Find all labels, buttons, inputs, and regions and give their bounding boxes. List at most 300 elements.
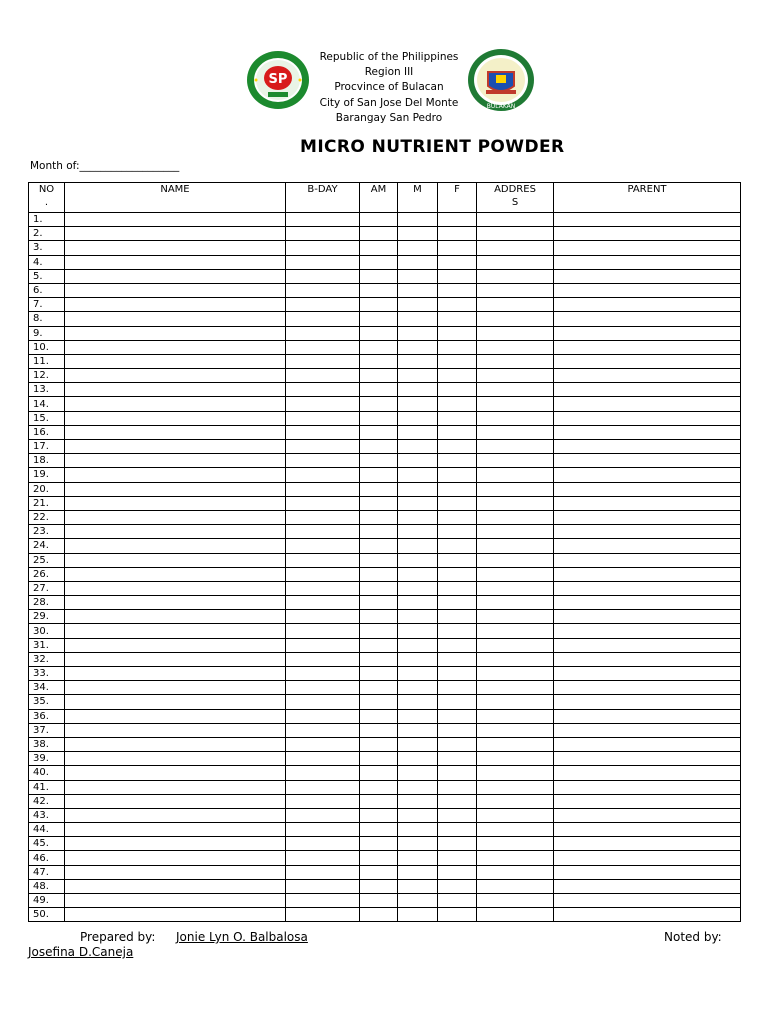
- m-cell[interactable]: [398, 482, 438, 496]
- parent-cell[interactable]: [554, 283, 741, 297]
- name-cell[interactable]: [65, 894, 286, 908]
- am-cell[interactable]: [360, 709, 398, 723]
- parent-cell[interactable]: [554, 468, 741, 482]
- parent-cell[interactable]: [554, 865, 741, 879]
- f-cell[interactable]: [438, 340, 477, 354]
- am-cell[interactable]: [360, 879, 398, 893]
- am-cell[interactable]: [360, 354, 398, 368]
- m-cell[interactable]: [398, 312, 438, 326]
- address-cell[interactable]: [477, 638, 554, 652]
- parent-cell[interactable]: [554, 227, 741, 241]
- parent-cell[interactable]: [554, 411, 741, 425]
- f-cell[interactable]: [438, 752, 477, 766]
- name-cell[interactable]: [65, 766, 286, 780]
- bday-cell[interactable]: [286, 283, 360, 297]
- bday-cell[interactable]: [286, 610, 360, 624]
- parent-cell[interactable]: [554, 510, 741, 524]
- address-cell[interactable]: [477, 865, 554, 879]
- month-field[interactable]: Month of:___________________: [30, 160, 180, 172]
- f-cell[interactable]: [438, 596, 477, 610]
- am-cell[interactable]: [360, 865, 398, 879]
- name-cell[interactable]: [65, 496, 286, 510]
- am-cell[interactable]: [360, 610, 398, 624]
- f-cell[interactable]: [438, 553, 477, 567]
- f-cell[interactable]: [438, 894, 477, 908]
- name-cell[interactable]: [65, 227, 286, 241]
- f-cell[interactable]: [438, 326, 477, 340]
- m-cell[interactable]: [398, 397, 438, 411]
- parent-cell[interactable]: [554, 695, 741, 709]
- parent-cell[interactable]: [554, 213, 741, 227]
- m-cell[interactable]: [398, 468, 438, 482]
- parent-cell[interactable]: [554, 596, 741, 610]
- m-cell[interactable]: [398, 340, 438, 354]
- parent-cell[interactable]: [554, 652, 741, 666]
- bday-cell[interactable]: [286, 596, 360, 610]
- am-cell[interactable]: [360, 723, 398, 737]
- address-cell[interactable]: [477, 581, 554, 595]
- name-cell[interactable]: [65, 567, 286, 581]
- name-cell[interactable]: [65, 298, 286, 312]
- am-cell[interactable]: [360, 837, 398, 851]
- f-cell[interactable]: [438, 227, 477, 241]
- parent-cell[interactable]: [554, 879, 741, 893]
- parent-cell[interactable]: [554, 255, 741, 269]
- bday-cell[interactable]: [286, 865, 360, 879]
- m-cell[interactable]: [398, 823, 438, 837]
- m-cell[interactable]: [398, 369, 438, 383]
- am-cell[interactable]: [360, 624, 398, 638]
- am-cell[interactable]: [360, 227, 398, 241]
- f-cell[interactable]: [438, 397, 477, 411]
- f-cell[interactable]: [438, 539, 477, 553]
- name-cell[interactable]: [65, 737, 286, 751]
- name-cell[interactable]: [65, 681, 286, 695]
- address-cell[interactable]: [477, 539, 554, 553]
- am-cell[interactable]: [360, 241, 398, 255]
- f-cell[interactable]: [438, 681, 477, 695]
- address-cell[interactable]: [477, 340, 554, 354]
- name-cell[interactable]: [65, 411, 286, 425]
- address-cell[interactable]: [477, 823, 554, 837]
- name-cell[interactable]: [65, 695, 286, 709]
- address-cell[interactable]: [477, 695, 554, 709]
- bday-cell[interactable]: [286, 255, 360, 269]
- m-cell[interactable]: [398, 283, 438, 297]
- name-cell[interactable]: [65, 397, 286, 411]
- f-cell[interactable]: [438, 667, 477, 681]
- f-cell[interactable]: [438, 425, 477, 439]
- bday-cell[interactable]: [286, 312, 360, 326]
- m-cell[interactable]: [398, 496, 438, 510]
- address-cell[interactable]: [477, 241, 554, 255]
- name-cell[interactable]: [65, 837, 286, 851]
- address-cell[interactable]: [477, 496, 554, 510]
- bday-cell[interactable]: [286, 397, 360, 411]
- f-cell[interactable]: [438, 213, 477, 227]
- parent-cell[interactable]: [554, 794, 741, 808]
- am-cell[interactable]: [360, 340, 398, 354]
- bday-cell[interactable]: [286, 510, 360, 524]
- address-cell[interactable]: [477, 723, 554, 737]
- m-cell[interactable]: [398, 383, 438, 397]
- m-cell[interactable]: [398, 808, 438, 822]
- parent-cell[interactable]: [554, 823, 741, 837]
- bday-cell[interactable]: [286, 383, 360, 397]
- am-cell[interactable]: [360, 496, 398, 510]
- parent-cell[interactable]: [554, 808, 741, 822]
- am-cell[interactable]: [360, 482, 398, 496]
- am-cell[interactable]: [360, 383, 398, 397]
- bday-cell[interactable]: [286, 227, 360, 241]
- f-cell[interactable]: [438, 723, 477, 737]
- am-cell[interactable]: [360, 823, 398, 837]
- name-cell[interactable]: [65, 879, 286, 893]
- parent-cell[interactable]: [554, 269, 741, 283]
- f-cell[interactable]: [438, 525, 477, 539]
- address-cell[interactable]: [477, 397, 554, 411]
- am-cell[interactable]: [360, 312, 398, 326]
- address-cell[interactable]: [477, 383, 554, 397]
- parent-cell[interactable]: [554, 425, 741, 439]
- bday-cell[interactable]: [286, 454, 360, 468]
- f-cell[interactable]: [438, 269, 477, 283]
- m-cell[interactable]: [398, 581, 438, 595]
- parent-cell[interactable]: [554, 454, 741, 468]
- name-cell[interactable]: [65, 851, 286, 865]
- bday-cell[interactable]: [286, 681, 360, 695]
- address-cell[interactable]: [477, 709, 554, 723]
- am-cell[interactable]: [360, 326, 398, 340]
- f-cell[interactable]: [438, 709, 477, 723]
- address-cell[interactable]: [477, 667, 554, 681]
- name-cell[interactable]: [65, 425, 286, 439]
- bday-cell[interactable]: [286, 298, 360, 312]
- bday-cell[interactable]: [286, 581, 360, 595]
- bday-cell[interactable]: [286, 652, 360, 666]
- name-cell[interactable]: [65, 723, 286, 737]
- m-cell[interactable]: [398, 213, 438, 227]
- am-cell[interactable]: [360, 638, 398, 652]
- m-cell[interactable]: [398, 794, 438, 808]
- f-cell[interactable]: [438, 369, 477, 383]
- parent-cell[interactable]: [554, 326, 741, 340]
- address-cell[interactable]: [477, 752, 554, 766]
- m-cell[interactable]: [398, 567, 438, 581]
- name-cell[interactable]: [65, 709, 286, 723]
- name-cell[interactable]: [65, 553, 286, 567]
- bday-cell[interactable]: [286, 808, 360, 822]
- parent-cell[interactable]: [554, 354, 741, 368]
- parent-cell[interactable]: [554, 581, 741, 595]
- m-cell[interactable]: [398, 227, 438, 241]
- m-cell[interactable]: [398, 908, 438, 922]
- am-cell[interactable]: [360, 737, 398, 751]
- name-cell[interactable]: [65, 624, 286, 638]
- parent-cell[interactable]: [554, 737, 741, 751]
- m-cell[interactable]: [398, 865, 438, 879]
- address-cell[interactable]: [477, 908, 554, 922]
- parent-cell[interactable]: [554, 723, 741, 737]
- parent-cell[interactable]: [554, 638, 741, 652]
- m-cell[interactable]: [398, 454, 438, 468]
- address-cell[interactable]: [477, 837, 554, 851]
- bday-cell[interactable]: [286, 525, 360, 539]
- bday-cell[interactable]: [286, 326, 360, 340]
- address-cell[interactable]: [477, 624, 554, 638]
- m-cell[interactable]: [398, 241, 438, 255]
- name-cell[interactable]: [65, 255, 286, 269]
- parent-cell[interactable]: [554, 383, 741, 397]
- name-cell[interactable]: [65, 482, 286, 496]
- address-cell[interactable]: [477, 468, 554, 482]
- m-cell[interactable]: [398, 624, 438, 638]
- f-cell[interactable]: [438, 383, 477, 397]
- bday-cell[interactable]: [286, 723, 360, 737]
- address-cell[interactable]: [477, 510, 554, 524]
- m-cell[interactable]: [398, 354, 438, 368]
- name-cell[interactable]: [65, 823, 286, 837]
- bday-cell[interactable]: [286, 624, 360, 638]
- am-cell[interactable]: [360, 695, 398, 709]
- address-cell[interactable]: [477, 780, 554, 794]
- f-cell[interactable]: [438, 908, 477, 922]
- m-cell[interactable]: [398, 837, 438, 851]
- parent-cell[interactable]: [554, 496, 741, 510]
- address-cell[interactable]: [477, 213, 554, 227]
- parent-cell[interactable]: [554, 553, 741, 567]
- bday-cell[interactable]: [286, 823, 360, 837]
- f-cell[interactable]: [438, 581, 477, 595]
- parent-cell[interactable]: [554, 369, 741, 383]
- address-cell[interactable]: [477, 312, 554, 326]
- address-cell[interactable]: [477, 255, 554, 269]
- name-cell[interactable]: [65, 780, 286, 794]
- name-cell[interactable]: [65, 440, 286, 454]
- am-cell[interactable]: [360, 667, 398, 681]
- f-cell[interactable]: [438, 610, 477, 624]
- m-cell[interactable]: [398, 596, 438, 610]
- parent-cell[interactable]: [554, 624, 741, 638]
- am-cell[interactable]: [360, 425, 398, 439]
- bday-cell[interactable]: [286, 695, 360, 709]
- f-cell[interactable]: [438, 298, 477, 312]
- address-cell[interactable]: [477, 681, 554, 695]
- f-cell[interactable]: [438, 794, 477, 808]
- f-cell[interactable]: [438, 255, 477, 269]
- m-cell[interactable]: [398, 879, 438, 893]
- parent-cell[interactable]: [554, 567, 741, 581]
- am-cell[interactable]: [360, 894, 398, 908]
- name-cell[interactable]: [65, 241, 286, 255]
- address-cell[interactable]: [477, 596, 554, 610]
- m-cell[interactable]: [398, 894, 438, 908]
- f-cell[interactable]: [438, 766, 477, 780]
- am-cell[interactable]: [360, 255, 398, 269]
- am-cell[interactable]: [360, 752, 398, 766]
- m-cell[interactable]: [398, 695, 438, 709]
- f-cell[interactable]: [438, 454, 477, 468]
- am-cell[interactable]: [360, 652, 398, 666]
- m-cell[interactable]: [398, 298, 438, 312]
- f-cell[interactable]: [438, 496, 477, 510]
- f-cell[interactable]: [438, 652, 477, 666]
- name-cell[interactable]: [65, 794, 286, 808]
- m-cell[interactable]: [398, 851, 438, 865]
- am-cell[interactable]: [360, 213, 398, 227]
- name-cell[interactable]: [65, 354, 286, 368]
- am-cell[interactable]: [360, 468, 398, 482]
- am-cell[interactable]: [360, 780, 398, 794]
- f-cell[interactable]: [438, 851, 477, 865]
- m-cell[interactable]: [398, 553, 438, 567]
- m-cell[interactable]: [398, 425, 438, 439]
- am-cell[interactable]: [360, 908, 398, 922]
- am-cell[interactable]: [360, 454, 398, 468]
- f-cell[interactable]: [438, 440, 477, 454]
- bday-cell[interactable]: [286, 766, 360, 780]
- name-cell[interactable]: [65, 596, 286, 610]
- f-cell[interactable]: [438, 808, 477, 822]
- name-cell[interactable]: [65, 525, 286, 539]
- parent-cell[interactable]: [554, 241, 741, 255]
- am-cell[interactable]: [360, 440, 398, 454]
- bday-cell[interactable]: [286, 411, 360, 425]
- f-cell[interactable]: [438, 567, 477, 581]
- address-cell[interactable]: [477, 879, 554, 893]
- parent-cell[interactable]: [554, 397, 741, 411]
- name-cell[interactable]: [65, 269, 286, 283]
- bday-cell[interactable]: [286, 496, 360, 510]
- parent-cell[interactable]: [554, 539, 741, 553]
- bday-cell[interactable]: [286, 340, 360, 354]
- address-cell[interactable]: [477, 652, 554, 666]
- name-cell[interactable]: [65, 468, 286, 482]
- name-cell[interactable]: [65, 213, 286, 227]
- f-cell[interactable]: [438, 354, 477, 368]
- bday-cell[interactable]: [286, 567, 360, 581]
- am-cell[interactable]: [360, 567, 398, 581]
- m-cell[interactable]: [398, 610, 438, 624]
- parent-cell[interactable]: [554, 440, 741, 454]
- f-cell[interactable]: [438, 823, 477, 837]
- parent-cell[interactable]: [554, 298, 741, 312]
- m-cell[interactable]: [398, 652, 438, 666]
- bday-cell[interactable]: [286, 737, 360, 751]
- bday-cell[interactable]: [286, 908, 360, 922]
- name-cell[interactable]: [65, 454, 286, 468]
- address-cell[interactable]: [477, 283, 554, 297]
- parent-cell[interactable]: [554, 780, 741, 794]
- bday-cell[interactable]: [286, 851, 360, 865]
- am-cell[interactable]: [360, 596, 398, 610]
- m-cell[interactable]: [398, 638, 438, 652]
- m-cell[interactable]: [398, 681, 438, 695]
- f-cell[interactable]: [438, 638, 477, 652]
- am-cell[interactable]: [360, 794, 398, 808]
- f-cell[interactable]: [438, 695, 477, 709]
- m-cell[interactable]: [398, 737, 438, 751]
- parent-cell[interactable]: [554, 525, 741, 539]
- am-cell[interactable]: [360, 283, 398, 297]
- bday-cell[interactable]: [286, 667, 360, 681]
- bday-cell[interactable]: [286, 269, 360, 283]
- am-cell[interactable]: [360, 298, 398, 312]
- bday-cell[interactable]: [286, 241, 360, 255]
- address-cell[interactable]: [477, 525, 554, 539]
- f-cell[interactable]: [438, 865, 477, 879]
- address-cell[interactable]: [477, 227, 554, 241]
- address-cell[interactable]: [477, 808, 554, 822]
- name-cell[interactable]: [65, 610, 286, 624]
- am-cell[interactable]: [360, 397, 398, 411]
- name-cell[interactable]: [65, 283, 286, 297]
- name-cell[interactable]: [65, 581, 286, 595]
- address-cell[interactable]: [477, 766, 554, 780]
- m-cell[interactable]: [398, 269, 438, 283]
- f-cell[interactable]: [438, 241, 477, 255]
- m-cell[interactable]: [398, 667, 438, 681]
- name-cell[interactable]: [65, 326, 286, 340]
- am-cell[interactable]: [360, 269, 398, 283]
- parent-cell[interactable]: [554, 312, 741, 326]
- bday-cell[interactable]: [286, 879, 360, 893]
- f-cell[interactable]: [438, 482, 477, 496]
- parent-cell[interactable]: [554, 837, 741, 851]
- parent-cell[interactable]: [554, 482, 741, 496]
- address-cell[interactable]: [477, 440, 554, 454]
- f-cell[interactable]: [438, 283, 477, 297]
- f-cell[interactable]: [438, 837, 477, 851]
- am-cell[interactable]: [360, 369, 398, 383]
- name-cell[interactable]: [65, 808, 286, 822]
- address-cell[interactable]: [477, 298, 554, 312]
- am-cell[interactable]: [360, 525, 398, 539]
- address-cell[interactable]: [477, 794, 554, 808]
- name-cell[interactable]: [65, 340, 286, 354]
- parent-cell[interactable]: [554, 681, 741, 695]
- am-cell[interactable]: [360, 851, 398, 865]
- am-cell[interactable]: [360, 681, 398, 695]
- name-cell[interactable]: [65, 908, 286, 922]
- m-cell[interactable]: [398, 752, 438, 766]
- m-cell[interactable]: [398, 723, 438, 737]
- am-cell[interactable]: [360, 510, 398, 524]
- f-cell[interactable]: [438, 624, 477, 638]
- m-cell[interactable]: [398, 411, 438, 425]
- name-cell[interactable]: [65, 667, 286, 681]
- parent-cell[interactable]: [554, 709, 741, 723]
- address-cell[interactable]: [477, 369, 554, 383]
- bday-cell[interactable]: [286, 752, 360, 766]
- am-cell[interactable]: [360, 766, 398, 780]
- name-cell[interactable]: [65, 312, 286, 326]
- am-cell[interactable]: [360, 581, 398, 595]
- bday-cell[interactable]: [286, 638, 360, 652]
- parent-cell[interactable]: [554, 667, 741, 681]
- bday-cell[interactable]: [286, 425, 360, 439]
- bday-cell[interactable]: [286, 213, 360, 227]
- bday-cell[interactable]: [286, 794, 360, 808]
- bday-cell[interactable]: [286, 354, 360, 368]
- address-cell[interactable]: [477, 737, 554, 751]
- parent-cell[interactable]: [554, 752, 741, 766]
- f-cell[interactable]: [438, 879, 477, 893]
- m-cell[interactable]: [398, 766, 438, 780]
- bday-cell[interactable]: [286, 894, 360, 908]
- bday-cell[interactable]: [286, 468, 360, 482]
- m-cell[interactable]: [398, 709, 438, 723]
